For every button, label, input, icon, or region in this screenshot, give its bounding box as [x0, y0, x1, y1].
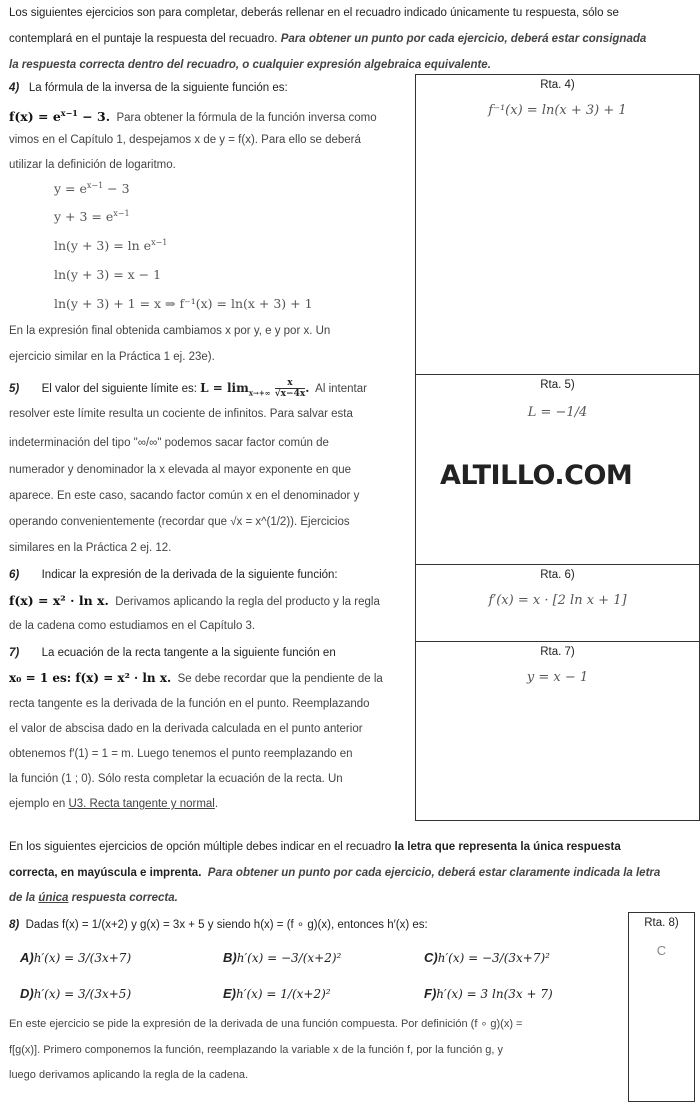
- ex4-text-3: utilizar la definición de logaritmo.: [9, 159, 176, 171]
- ex8-option-d[interactable]: D)h′(x) = 3/(3x+5): [20, 986, 132, 1001]
- ex4-statement: 4) La fórmula de la inversa de la siguiente función es:: [9, 82, 288, 94]
- ex7-answer-value: y = x − 1: [526, 670, 589, 685]
- ex8-text-2: f[g(x)]. Primero componemos la función, reemplazando la variable x de la función f, por la función g, y: [9, 1044, 504, 1056]
- ex4-step-5: ln(y + 3) + 1 = x ⇒ f⁻¹(x) = ln(x + 3) + 1: [54, 296, 313, 311]
- ex6-function-line: f(x) = x² · ln x. Derivamos aplicando la regla del producto y la regla: [9, 593, 380, 608]
- ex8-option-e[interactable]: E)h′(x) = 1/(x+2)²: [223, 986, 331, 1001]
- mc-intro-line-3: de la única respuesta correcta.: [9, 892, 178, 904]
- ex5-text-1: resolver este límite resulta un cociente de infinitos. Para salvar esta: [9, 408, 353, 420]
- intro-line-3: la respuesta correcta dentro del recuadro, o cualquier expresión algebraica equivalente.: [9, 59, 491, 71]
- mc-intro-line-2: correcta, en mayúscula e imprenta. Para obtener un punto por cada ejercicio, deberá estar claramente indicada la letra: [9, 867, 661, 879]
- ex7-condition-line: x₀ = 1 es: f(x) = x² · ln x. Se debe recordar que la pendiente de la: [9, 671, 383, 685]
- ex8-statement: 8) Dadas f(x) = 1/(x+2) y g(x) = 3x + 5 y siendo h(x) = (f ∘ g)(x), entonces h′(x) es:: [9, 919, 428, 931]
- ex5-answer-label: Rta. 5): [540, 379, 575, 391]
- ex6-statement: 6) Indicar la expresión de la derivada de la siguiente función:: [9, 569, 338, 581]
- intro-line-1: Los siguientes ejercicios son para completar, deberás rellenar en el recuadro indicado únicamente tu respuesta, sólo se: [9, 7, 619, 19]
- ex5-statement: 5) El valor del siguiente límite es: $L = \lim_{x\to+\infty}$ $\frac{x}{√x-4x}$ . Al intentar: [9, 378, 367, 399]
- ex5-answer-value: L = −1/4: [527, 405, 588, 420]
- ex6-answer-value: f′(x) = x · [2 ln x + 1]: [488, 593, 627, 608]
- ex4-answer-box[interactable]: [415, 74, 700, 375]
- watermark-logo: ALTILLO.COM: [440, 460, 633, 491]
- ex8-text-1: En este ejercicio se pide la expresión de la derivada de una función compuesta. Por definición (f ∘ g)(x) =: [9, 1018, 523, 1030]
- ex4-function-line: $f(x) = e^{x-1} - 3$. Para obtener la fórmula de la función inversa como: [9, 108, 377, 125]
- ex8-option-c[interactable]: C)h′(x) = −3/(3x+7)²: [424, 950, 550, 965]
- ex7-text-5: ejemplo en U3. Recta tangente y normal.: [9, 798, 219, 810]
- ex4-text-2: vimos en el Capítulo 1, despejamos x de y = f(x). Para ello se deberá: [9, 134, 361, 146]
- ex8-answer-value: C: [656, 943, 667, 958]
- ex7-text-4: la función (1 ; 0). Sólo resta completar la ecuación de la recta. Un: [9, 773, 343, 785]
- ex4-answer-value: f⁻¹(x) = ln(x + 3) + 1: [488, 103, 627, 118]
- ex8-option-a[interactable]: A)h′(x) = 3/(3x+7): [20, 950, 132, 965]
- ex4-text-5: ejercicio similar en la Práctica 1 ej. 23e).: [9, 351, 215, 363]
- ex6-answer-box[interactable]: [415, 564, 700, 642]
- ex5-text-4: aparece. En este caso, sacando factor común x en el denominador y: [9, 490, 360, 502]
- ex6-answer-label: Rta. 6): [540, 569, 575, 581]
- ex7-answer-box[interactable]: [415, 641, 700, 821]
- ex7-statement: 7) La ecuación de la recta tangente a la siguiente función en: [9, 647, 336, 659]
- ex8-option-b[interactable]: B)h′(x) = −3/(x+2)²: [223, 950, 342, 965]
- ex5-text-2: indeterminación del tipo "∞/∞" podemos sacar factor común de: [9, 437, 329, 449]
- ex4-text-4: En la expresión final obtenida cambiamos x por y, e y por x. Un: [9, 325, 331, 337]
- ex5-text-3: numerador y denominador la x elevada al mayor exponente en que: [9, 464, 352, 476]
- ex4-step-1: $y = e^{x-1} - 3$: [54, 181, 130, 197]
- ex7-text-2: el valor de abscisa dado en la derivada calculada en el punto anterior: [9, 723, 363, 735]
- ex7-text-1: recta tangente es la derivada de la función en el punto. Reemplazando: [9, 698, 370, 710]
- ex7-link[interactable]: U3. Recta tangente y normal: [68, 798, 215, 810]
- ex8-answer-label: Rta. 8): [644, 917, 679, 929]
- ex8-answer-box[interactable]: [628, 912, 695, 1102]
- ex6-text-2: de la cadena como estudiamos en el Capítulo 3.: [9, 620, 256, 632]
- ex8-option-f[interactable]: F)h′(x) = 3 ln(3x + 7): [424, 986, 553, 1001]
- ex5-text-5: operando convenientemente (recordar que √x = x^(1/2)). Ejercicios: [9, 516, 350, 528]
- ex7-answer-label: Rta. 7): [540, 646, 575, 658]
- ex4-step-3: $\ln(y + 3) = \ln e^{x-1}$: [54, 238, 168, 254]
- ex4-step-2: $y + 3 = e^{x-1}$: [54, 209, 130, 225]
- ex8-text-3: luego derivamos aplicando la regla de la cadena.: [9, 1069, 249, 1081]
- ex4-answer-label: Rta. 4): [540, 79, 575, 91]
- ex4-step-4: ln(y + 3) = x − 1: [54, 267, 162, 282]
- ex5-text-6: similares en la Práctica 2 ej. 12.: [9, 542, 172, 554]
- mc-intro-line-1: En los siguientes ejercicios de opción múltiple debes indicar en el recuadro la letra que representa la única respuesta: [9, 841, 621, 853]
- ex7-text-3: obtenemos f′(1) = 1 = m. Luego tenemos el punto reemplazando en: [9, 748, 353, 760]
- intro-line-2: contemplará en el puntaje la respuesta del recuadro. Para obtener un punto por cada ejercicio, deberá estar consignada: [9, 33, 647, 45]
